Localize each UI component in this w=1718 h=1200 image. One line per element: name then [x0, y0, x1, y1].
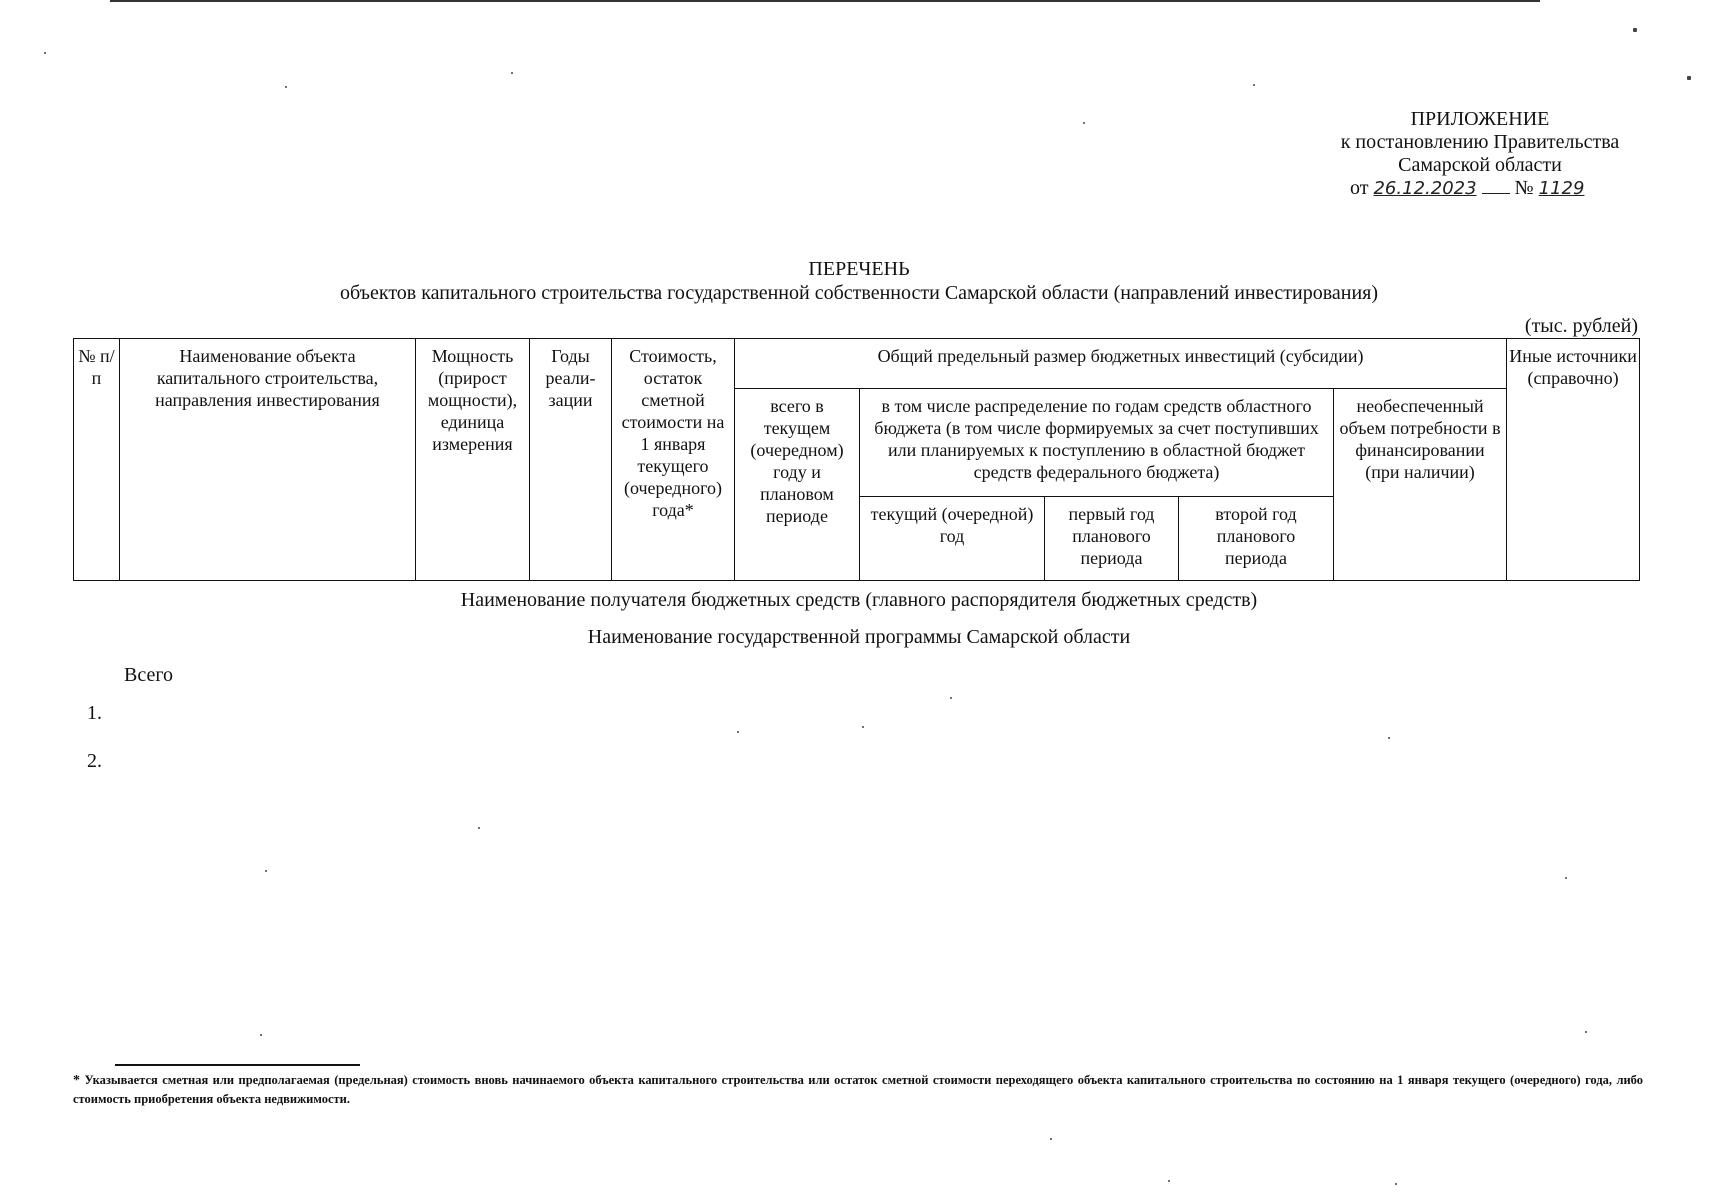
header-cost: Стоимость, остаток сметной стоимости на 1 января текущего (очередного) года*: [612, 339, 735, 581]
document-heading: ПЕРЕЧЕНЬ: [808, 258, 910, 280]
program-line: Наименование государственной программы Самарской области: [587, 626, 1131, 648]
investment-table: [73, 338, 1640, 581]
scan-speck: [950, 697, 952, 699]
header-current-year: текущий (очередной) год: [860, 497, 1045, 581]
header-second-plan-year: второй год планового периода: [1179, 497, 1334, 581]
header-other-sources: Иные источники (справочно): [1507, 339, 1640, 581]
date-underline: [1482, 193, 1510, 194]
scan-speck: [1050, 1138, 1052, 1140]
appendix-line-3: Самарской области: [1398, 154, 1562, 176]
footnote-rule: [115, 1064, 360, 1066]
header-first-plan-year: первый год планового периода: [1045, 497, 1179, 581]
scan-top-edge: [110, 0, 1540, 2]
scan-speck: [1395, 1183, 1397, 1185]
appendix-date-row: [1270, 177, 1690, 200]
footnote-mark: *: [73, 1073, 80, 1088]
appendix-block: [1270, 108, 1690, 200]
handwritten-date: 26.12.2023: [1373, 178, 1477, 199]
scan-speck: [1083, 122, 1085, 124]
scan-speck: [1585, 1031, 1587, 1033]
scan-speck: [737, 731, 739, 733]
scan-speck: [1633, 28, 1637, 32]
header-capacity: Мощность (прирост мощности), единица измерения: [416, 339, 530, 581]
header-total-current: всего в текущем (очередном) году и плановом периоде: [735, 389, 860, 581]
units-label: (тыс. рублей): [1524, 315, 1638, 337]
footnote-text: Указывается сметная или предполагаемая (предельная) стоимость вновь начинаемого объекта капитального строительства или остаток сметной стоимости переходящего объекта капитального строительства по состоянию на 1 января текущего (очередного) года, либо стоимость приобретения объекта недвижимости.: [73, 1073, 1644, 1106]
handwritten-number: 1129: [1538, 178, 1585, 199]
header-total-group: Общий предельный размер бюджетных инвестиций (субсидии): [735, 339, 1507, 389]
number-prefix: №: [1514, 177, 1534, 199]
appendix-line-2: к постановлению Правительства: [1340, 131, 1620, 153]
scan-speck: [1388, 737, 1390, 739]
scan-speck: [511, 72, 513, 74]
header-no: № п/п: [74, 339, 120, 581]
scan-speck: [260, 1034, 262, 1036]
total-label: Всего: [124, 664, 174, 686]
date-prefix: от: [1350, 177, 1369, 199]
header-name: Наименование объекта капитального строительства, направления инвестирования: [120, 339, 416, 581]
list-item-1: 1.: [87, 702, 102, 724]
scan-speck: [285, 86, 287, 88]
header-years: Годы реали- зации: [530, 339, 612, 581]
scan-speck: [44, 52, 46, 54]
recipient-line: Наименование получателя бюджетных средств (главного распорядителя бюджетных средств): [460, 589, 1258, 611]
scan-speck: [862, 726, 864, 728]
scan-speck: [478, 827, 480, 829]
scan-speck: [1687, 76, 1691, 80]
appendix-title: ПРИЛОЖЕНИЕ: [1410, 108, 1550, 130]
list-item-2: 2.: [87, 750, 102, 772]
header-unfunded: необеспеченный объем потребности в финансировании (при наличии): [1334, 389, 1507, 581]
scan-speck: [1565, 877, 1567, 879]
document-subheading: объектов капитального строительства государственной собственности Самарской области (направлений инвестирования): [339, 282, 1379, 304]
scan-speck: [1253, 84, 1255, 86]
footnote: [73, 1071, 1643, 1108]
scan-speck: [265, 870, 267, 872]
scan-speck: [1168, 1180, 1170, 1182]
header-distribution: в том числе распределение по годам средств областного бюджета (в том числе формируемых за счет поступивших или планируемых к поступлению в областной бюджет средств федерального бюджета): [860, 389, 1334, 497]
